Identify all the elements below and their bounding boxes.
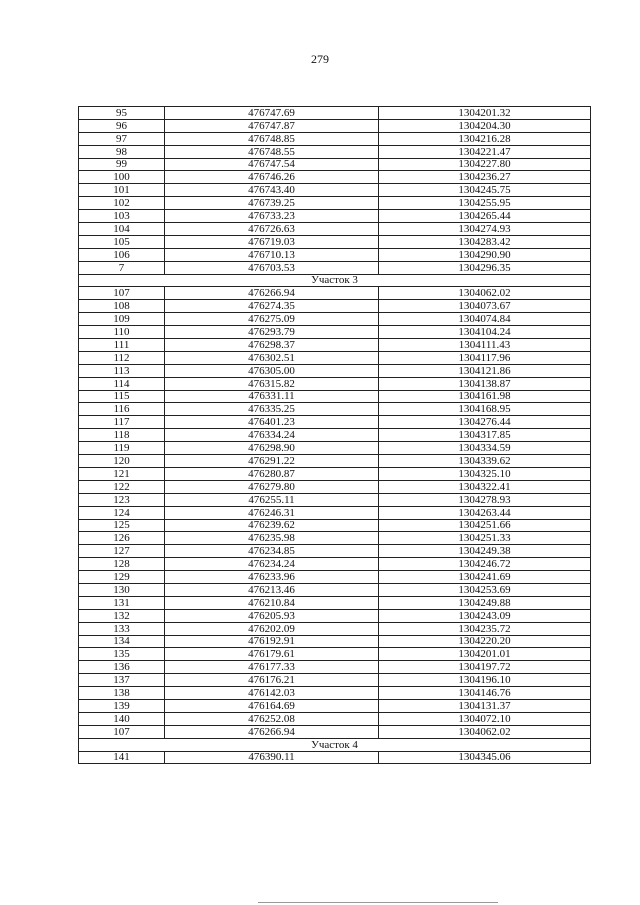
y-coordinate-cell: 1304246.72 [379, 558, 591, 571]
y-coordinate-cell: 1304227.80 [379, 158, 591, 171]
y-coordinate-cell: 1304249.88 [379, 596, 591, 609]
y-coordinate-cell: 1304339.62 [379, 455, 591, 468]
y-coordinate-cell: 1304131.37 [379, 699, 591, 712]
y-coordinate-cell: 1304062.02 [379, 287, 591, 300]
y-coordinate-cell: 1304334.59 [379, 442, 591, 455]
y-coordinate-cell: 1304168.95 [379, 403, 591, 416]
x-coordinate-cell: 476179.61 [165, 648, 379, 661]
point-number-cell: 117 [79, 416, 165, 429]
table-row [79, 313, 591, 326]
table-row [79, 596, 591, 609]
y-coordinate-cell: 1304253.69 [379, 583, 591, 596]
point-number-cell: 96 [79, 119, 165, 132]
table-row [79, 609, 591, 622]
y-coordinate-cell: 1304296.35 [379, 261, 591, 274]
table-row [79, 158, 591, 171]
x-coordinate-cell: 476733.23 [165, 210, 379, 223]
y-coordinate-cell: 1304251.33 [379, 532, 591, 545]
table-row [79, 300, 591, 313]
y-coordinate-cell: 1304283.42 [379, 235, 591, 248]
point-number-cell: 110 [79, 326, 165, 339]
point-number-cell: 136 [79, 661, 165, 674]
table-row [79, 377, 591, 390]
table-row [79, 351, 591, 364]
point-number-cell: 112 [79, 351, 165, 364]
table-row [79, 571, 591, 584]
point-number-cell: 105 [79, 235, 165, 248]
point-number-cell: 141 [79, 751, 165, 764]
point-number-cell: 106 [79, 248, 165, 261]
point-number-cell: 130 [79, 583, 165, 596]
point-number-cell: 99 [79, 158, 165, 171]
x-coordinate-cell: 476305.00 [165, 364, 379, 377]
section-row [79, 738, 591, 751]
y-coordinate-cell: 1304111.43 [379, 339, 591, 352]
x-coordinate-cell: 476710.13 [165, 248, 379, 261]
point-number-cell: 120 [79, 455, 165, 468]
y-coordinate-cell: 1304121.86 [379, 364, 591, 377]
x-coordinate-cell: 476279.80 [165, 480, 379, 493]
x-coordinate-cell: 476739.25 [165, 197, 379, 210]
section-row [79, 274, 591, 287]
x-coordinate-cell: 476239.62 [165, 519, 379, 532]
point-number-cell: 140 [79, 712, 165, 725]
table-row [79, 119, 591, 132]
y-coordinate-cell: 1304197.72 [379, 661, 591, 674]
y-coordinate-cell: 1304074.84 [379, 313, 591, 326]
x-coordinate-cell: 476747.69 [165, 107, 379, 120]
point-number-cell: 107 [79, 725, 165, 738]
bottom-rule [258, 902, 498, 903]
table-row [79, 480, 591, 493]
y-coordinate-cell: 1304317.85 [379, 429, 591, 442]
page-number: 279 [311, 52, 329, 66]
x-coordinate-cell: 476235.98 [165, 532, 379, 545]
x-coordinate-cell: 476291.22 [165, 455, 379, 468]
table-row [79, 699, 591, 712]
table-row [79, 145, 591, 158]
y-coordinate-cell: 1304322.41 [379, 480, 591, 493]
point-number-cell: 139 [79, 699, 165, 712]
x-coordinate-cell: 476266.94 [165, 725, 379, 738]
x-coordinate-cell: 476280.87 [165, 467, 379, 480]
point-number-cell: 129 [79, 571, 165, 584]
section-title: Участок 4 [79, 738, 591, 751]
table-row [79, 519, 591, 532]
x-coordinate-cell: 476401.23 [165, 416, 379, 429]
x-coordinate-cell: 476176.21 [165, 674, 379, 687]
table-row [79, 107, 591, 120]
point-number-cell: 103 [79, 210, 165, 223]
x-coordinate-cell: 476334.24 [165, 429, 379, 442]
table-row [79, 339, 591, 352]
point-number-cell: 128 [79, 558, 165, 571]
x-coordinate-cell: 476719.03 [165, 235, 379, 248]
y-coordinate-cell: 1304345.06 [379, 751, 591, 764]
point-number-cell: 116 [79, 403, 165, 416]
y-coordinate-cell: 1304243.09 [379, 609, 591, 622]
x-coordinate-cell: 476743.40 [165, 184, 379, 197]
table-row [79, 687, 591, 700]
y-coordinate-cell: 1304290.90 [379, 248, 591, 261]
point-number-cell: 102 [79, 197, 165, 210]
x-coordinate-cell: 476205.93 [165, 609, 379, 622]
table-row [79, 261, 591, 274]
y-coordinate-cell: 1304117.96 [379, 351, 591, 364]
x-coordinate-cell: 476748.85 [165, 132, 379, 145]
y-coordinate-cell: 1304196.10 [379, 674, 591, 687]
point-number-cell: 125 [79, 519, 165, 532]
point-number-cell: 122 [79, 480, 165, 493]
y-coordinate-cell: 1304204.30 [379, 119, 591, 132]
table-row [79, 532, 591, 545]
x-coordinate-cell: 476298.90 [165, 442, 379, 455]
x-coordinate-cell: 476192.91 [165, 635, 379, 648]
point-number-cell: 107 [79, 287, 165, 300]
x-coordinate-cell: 476335.25 [165, 403, 379, 416]
x-coordinate-cell: 476302.51 [165, 351, 379, 364]
table-row [79, 661, 591, 674]
point-number-cell: 111 [79, 339, 165, 352]
x-coordinate-cell: 476748.55 [165, 145, 379, 158]
point-number-cell: 109 [79, 313, 165, 326]
point-number-cell: 137 [79, 674, 165, 687]
y-coordinate-cell: 1304245.75 [379, 184, 591, 197]
x-coordinate-cell: 476331.11 [165, 390, 379, 403]
x-coordinate-cell: 476202.09 [165, 622, 379, 635]
point-number-cell: 101 [79, 184, 165, 197]
table-row [79, 558, 591, 571]
x-coordinate-cell: 476390.11 [165, 751, 379, 764]
y-coordinate-cell: 1304255.95 [379, 197, 591, 210]
table-row [79, 493, 591, 506]
table-row [79, 364, 591, 377]
table-row [79, 326, 591, 339]
x-coordinate-cell: 476246.31 [165, 506, 379, 519]
point-number-cell: 124 [79, 506, 165, 519]
x-coordinate-cell: 476252.08 [165, 712, 379, 725]
point-number-cell: 115 [79, 390, 165, 403]
point-number-cell: 123 [79, 493, 165, 506]
x-coordinate-cell: 476234.85 [165, 545, 379, 558]
point-number-cell: 132 [79, 609, 165, 622]
x-coordinate-cell: 476234.24 [165, 558, 379, 571]
point-number-cell: 118 [79, 429, 165, 442]
table-row [79, 712, 591, 725]
point-number-cell: 126 [79, 532, 165, 545]
point-number-cell: 100 [79, 171, 165, 184]
table-row [79, 132, 591, 145]
y-coordinate-cell: 1304325.10 [379, 467, 591, 480]
x-coordinate-cell: 476177.33 [165, 661, 379, 674]
y-coordinate-cell: 1304263.44 [379, 506, 591, 519]
point-number-cell: 98 [79, 145, 165, 158]
table-row [79, 210, 591, 223]
y-coordinate-cell: 1304251.66 [379, 519, 591, 532]
x-coordinate-cell: 476747.54 [165, 158, 379, 171]
y-coordinate-cell: 1304062.02 [379, 725, 591, 738]
coordinates-table [78, 106, 591, 764]
point-number-cell: 133 [79, 622, 165, 635]
x-coordinate-cell: 476164.69 [165, 699, 379, 712]
y-coordinate-cell: 1304235.72 [379, 622, 591, 635]
y-coordinate-cell: 1304276.44 [379, 416, 591, 429]
table-row [79, 545, 591, 558]
x-coordinate-cell: 476746.26 [165, 171, 379, 184]
point-number-cell: 108 [79, 300, 165, 313]
y-coordinate-cell: 1304236.27 [379, 171, 591, 184]
table-row [79, 455, 591, 468]
y-coordinate-cell: 1304073.67 [379, 300, 591, 313]
y-coordinate-cell: 1304146.76 [379, 687, 591, 700]
point-number-cell: 95 [79, 107, 165, 120]
table-row [79, 442, 591, 455]
table-row [79, 751, 591, 764]
table-row [79, 622, 591, 635]
y-coordinate-cell: 1304274.93 [379, 223, 591, 236]
point-number-cell: 97 [79, 132, 165, 145]
table-row [79, 235, 591, 248]
y-coordinate-cell: 1304201.01 [379, 648, 591, 661]
point-number-cell: 7 [79, 261, 165, 274]
x-coordinate-cell: 476275.09 [165, 313, 379, 326]
x-coordinate-cell: 476315.82 [165, 377, 379, 390]
table-row [79, 390, 591, 403]
table-row [79, 506, 591, 519]
point-number-cell: 138 [79, 687, 165, 700]
table-row [79, 184, 591, 197]
x-coordinate-cell: 476142.03 [165, 687, 379, 700]
y-coordinate-cell: 1304161.98 [379, 390, 591, 403]
point-number-cell: 131 [79, 596, 165, 609]
x-coordinate-cell: 476233.96 [165, 571, 379, 584]
point-number-cell: 121 [79, 467, 165, 480]
table-row [79, 429, 591, 442]
x-coordinate-cell: 476255.11 [165, 493, 379, 506]
x-coordinate-cell: 476266.94 [165, 287, 379, 300]
y-coordinate-cell: 1304104.24 [379, 326, 591, 339]
table-row [79, 197, 591, 210]
y-coordinate-cell: 1304249.38 [379, 545, 591, 558]
y-coordinate-cell: 1304241.69 [379, 571, 591, 584]
y-coordinate-cell: 1304278.93 [379, 493, 591, 506]
y-coordinate-cell: 1304216.28 [379, 132, 591, 145]
x-coordinate-cell: 476293.79 [165, 326, 379, 339]
x-coordinate-cell: 476274.35 [165, 300, 379, 313]
point-number-cell: 114 [79, 377, 165, 390]
y-coordinate-cell: 1304201.32 [379, 107, 591, 120]
y-coordinate-cell: 1304220.20 [379, 635, 591, 648]
table-row [79, 648, 591, 661]
y-coordinate-cell: 1304265.44 [379, 210, 591, 223]
x-coordinate-cell: 476726.63 [165, 223, 379, 236]
table-row [79, 287, 591, 300]
x-coordinate-cell: 476298.37 [165, 339, 379, 352]
x-coordinate-cell: 476703.53 [165, 261, 379, 274]
table-row [79, 416, 591, 429]
point-number-cell: 135 [79, 648, 165, 661]
point-number-cell: 113 [79, 364, 165, 377]
section-title: Участок 3 [79, 274, 591, 287]
point-number-cell: 134 [79, 635, 165, 648]
table-row [79, 171, 591, 184]
table-row [79, 674, 591, 687]
table-row [79, 635, 591, 648]
y-coordinate-cell: 1304072.10 [379, 712, 591, 725]
x-coordinate-cell: 476210.84 [165, 596, 379, 609]
y-coordinate-cell: 1304221.47 [379, 145, 591, 158]
table-row [79, 725, 591, 738]
point-number-cell: 104 [79, 223, 165, 236]
table-row [79, 223, 591, 236]
x-coordinate-cell: 476213.46 [165, 583, 379, 596]
coordinates-table-body [79, 107, 591, 764]
point-number-cell: 119 [79, 442, 165, 455]
x-coordinate-cell: 476747.87 [165, 119, 379, 132]
table-row [79, 467, 591, 480]
y-coordinate-cell: 1304138.87 [379, 377, 591, 390]
table-row [79, 583, 591, 596]
point-number-cell: 127 [79, 545, 165, 558]
table-row [79, 403, 591, 416]
table-row [79, 248, 591, 261]
